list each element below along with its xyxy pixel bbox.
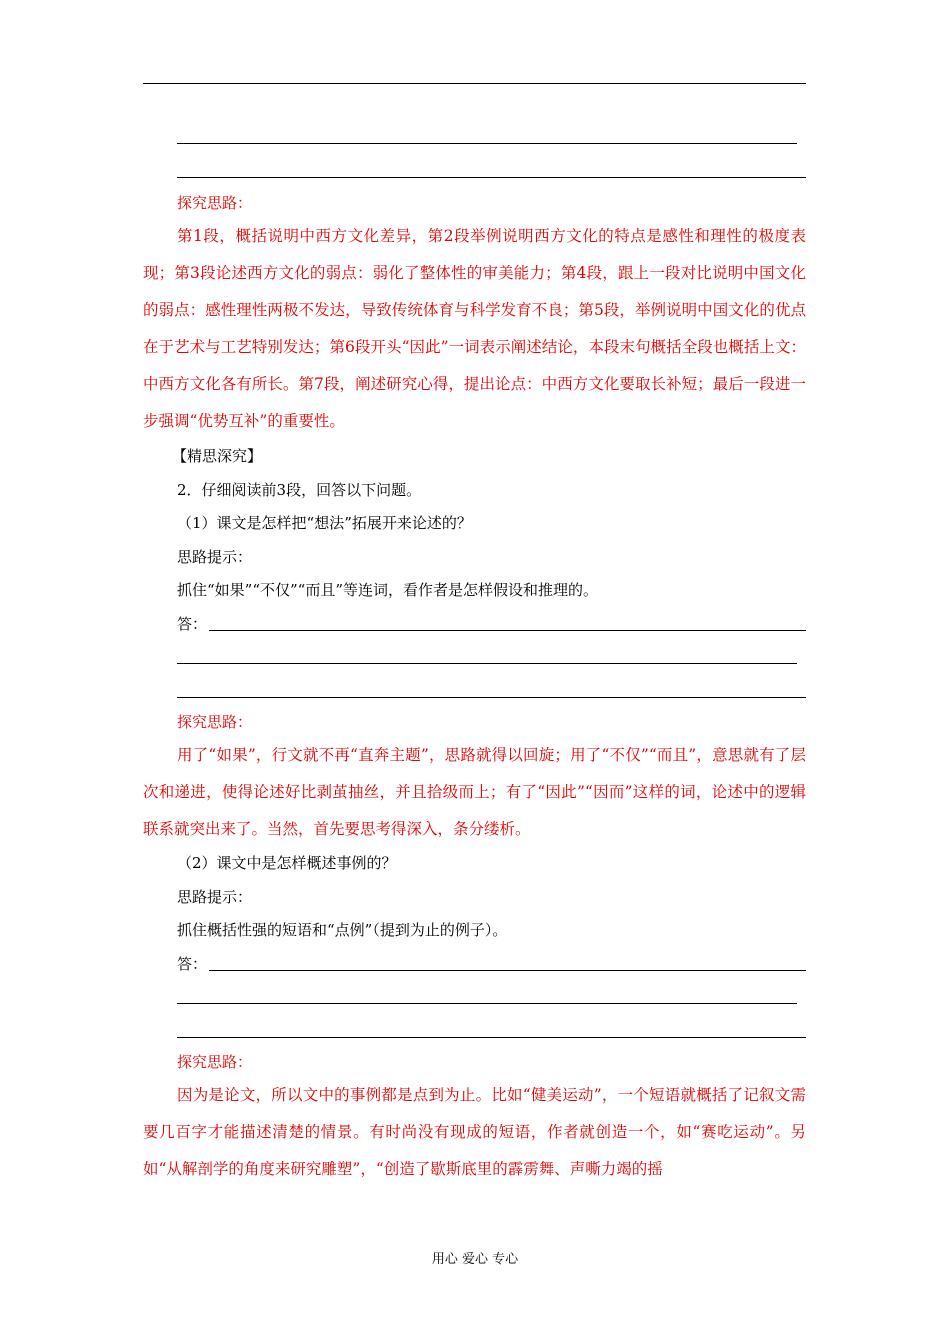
- explore-paragraph: 第1段，概括说明中西方文化差异，第2段举例说明西方文化的特点是感性和理性的极度表现；第3段论述西方文化的弱点：弱化了整体性的审美能力；第4段，跟上一段对比说明中国文化的弱点：感性理性两极不发达，导致传统体育与科学发育不良；第5段，举例说明中国文化的优点在于艺术与工艺特别发达；第6段开头“因此”一词表示阐述结论，本段末句概括全段也概括上文：中西方文化各有所长。第7段，阐述研究心得，提出论点：中西方文化要取长补短；最后一段进一步强调“优势互补”的重要性。: [143, 227, 806, 430]
- explore-heading: 探究思路：: [177, 194, 253, 212]
- hint-text: 抓住“如果”“不仅”“而且”等连词，看作者是怎样假设和推理的。: [177, 581, 599, 599]
- question-intro: 2．仔细阅读前3段，回答以下问题。: [177, 481, 422, 499]
- answer-line[interactable]: [209, 630, 806, 631]
- hint-text: 抓住概括性强的短语和“点例”（提到为止的例子）。: [177, 921, 508, 939]
- answer-line[interactable]: [177, 143, 797, 144]
- answer-label: 答：: [177, 955, 208, 973]
- question-1-prompt: （1）课文是怎样把“想法”拓展开来论述的？: [177, 514, 472, 532]
- answer-line[interactable]: [177, 1037, 806, 1038]
- answer-line[interactable]: [177, 177, 806, 178]
- answer-label: 答：: [177, 615, 208, 633]
- answer-line[interactable]: [209, 970, 806, 971]
- explore-paragraph: 因为是论文，所以文中的事例都是点到为止。比如“健美运动”，一个短语就概括了记叙文需要几百字才能描述清楚的情景。有时尚没有现成的短语，作者就创造一个，如“赛吃运动”。另如“从解剖学的角度来研究雕塑”，“创造了歇斯底里的霹雳舞、声嘶力竭的摇: [143, 1086, 806, 1178]
- hint-label: 思路提示：: [177, 548, 253, 566]
- explore-paragraph: 用了“如果”，行文就不再“直奔主题”，思路就得以回旋；用了“不仅”“而且”，意思就有了层次和递进，使得论述好比剥茧抽丝，并且拾级而上；有了“因此”“因而”这样的词，论述中的逻辑联系就突出来了。当然，首先要思考得深入，条分缕析。: [143, 746, 806, 838]
- header-rule: [143, 83, 806, 84]
- question-2-prompt: （2）课文中是怎样概述事例的？: [177, 854, 397, 872]
- section-title: 【精思深究】: [172, 447, 263, 465]
- hint-label: 思路提示：: [177, 888, 253, 906]
- explore-heading: 探究思路：: [177, 713, 253, 731]
- page-footer: 用心 爱心 专心: [431, 1252, 519, 1267]
- answer-line[interactable]: [177, 663, 797, 664]
- answer-line[interactable]: [177, 697, 806, 698]
- answer-line[interactable]: [177, 1003, 797, 1004]
- explore-heading: 探究思路：: [177, 1053, 253, 1071]
